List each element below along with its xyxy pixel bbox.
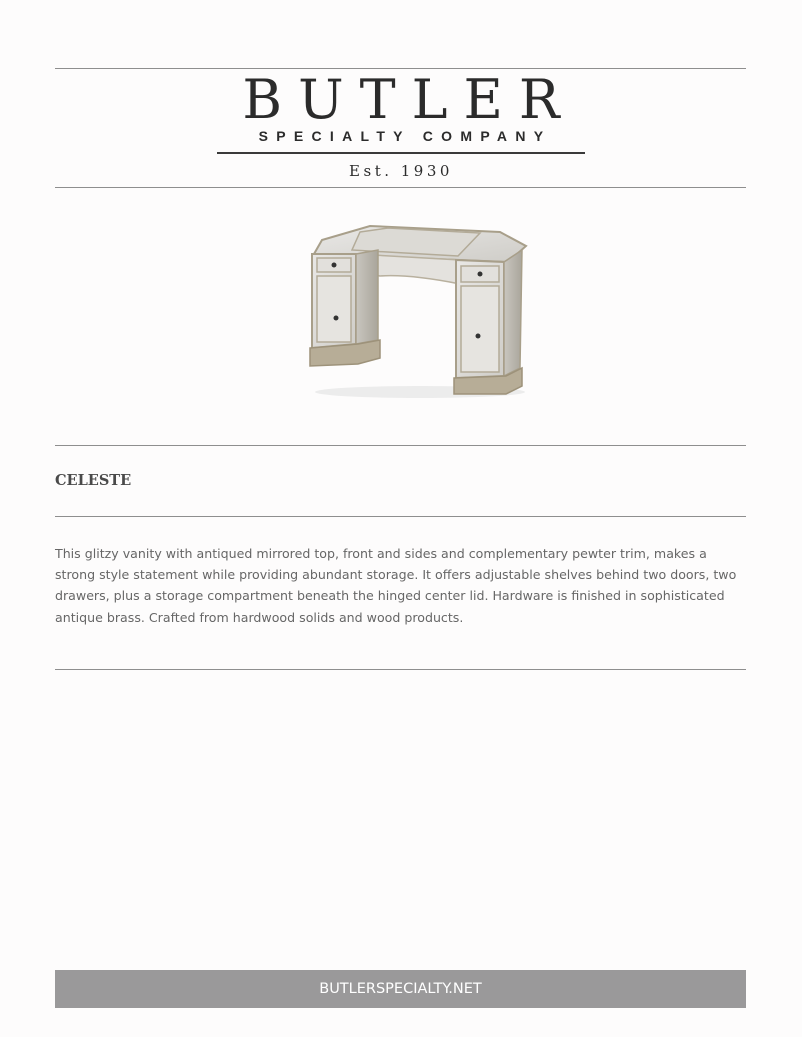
image-divider bbox=[55, 445, 746, 446]
brand-logo bbox=[217, 68, 585, 154]
footer-website-link[interactable]: BUTLERSPECIALTY.NET bbox=[55, 970, 746, 1008]
product-title: CELESTE bbox=[55, 472, 132, 489]
product-image bbox=[300, 222, 530, 402]
header-divider bbox=[55, 187, 746, 188]
logo-main-text: BUTLER bbox=[242, 68, 576, 131]
title-divider bbox=[55, 516, 746, 517]
logo-established: Est. 1930 bbox=[349, 162, 453, 180]
product-description: This glitzy vanity with antiqued mirrored top, front and sides and complementary pewter trim, makes a strong style statement while providing abundant storage. It offers adjustable shelves behind two doors, two drawers, plus a storage compartment beneath the hinged center lid. Hardware is finished in sophisticated antique brass. Crafted from hardwood solids and wood products. bbox=[55, 546, 737, 625]
description-divider bbox=[55, 669, 746, 670]
logo-sub-text: SPECIALTY COMPANY bbox=[258, 128, 552, 144]
logo-underline bbox=[217, 152, 585, 154]
